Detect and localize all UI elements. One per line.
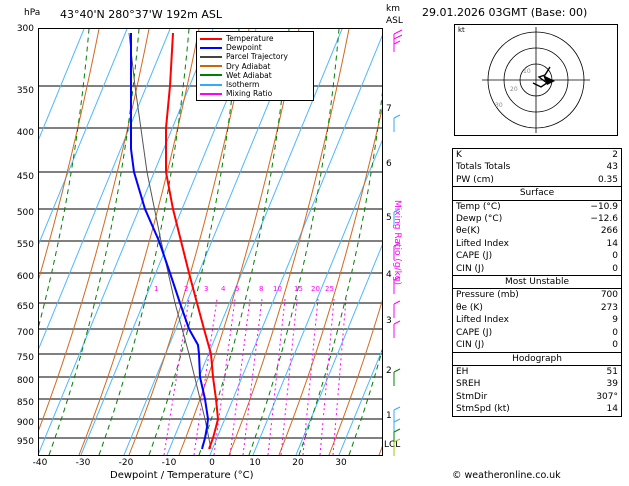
wind-barb-610mb [394, 277, 400, 294]
legend-item-mixing-ratio [200, 89, 310, 98]
table-row-label: EH [456, 366, 469, 377]
wind-barb-965mb [394, 439, 400, 456]
table-row-label: Totals Totals [456, 162, 511, 173]
legend-label-mixing-ratio: Mixing Ratio [226, 89, 273, 99]
table-row-label: Temp (°C) [456, 201, 501, 212]
table-section-header: Surface [453, 187, 621, 200]
table-row [453, 263, 621, 276]
legend-swatch-wet-adiabat [200, 74, 222, 76]
legend-label-dry-adiabat: Dry Adiabat [226, 61, 271, 71]
hodograph-ring-label-20: 20 [510, 86, 518, 93]
table-row [453, 302, 621, 314]
table-row [453, 289, 621, 302]
hodograph-ring-label-30: 30 [495, 102, 503, 109]
mixing-ratio-label-4: 4 [221, 285, 226, 293]
table-row-value: 0 [612, 251, 618, 262]
legend-item-wet-adiabat [200, 71, 310, 80]
table-row-label: θe (K) [456, 302, 483, 313]
table-row [453, 391, 621, 403]
x-tick-m10: -10 [161, 458, 177, 468]
y-tick-500: 500 [16, 208, 34, 218]
hodograph-unit-label: kt [458, 26, 465, 34]
mixing-ratio-axis-label: Mixing Ratio (g/kg) [392, 200, 402, 286]
table-row-label: StmSpd (kt) [456, 404, 510, 415]
table-row-label: Lifted Index [456, 238, 509, 249]
wind-barb-430mb [394, 115, 400, 132]
y-tick-900: 900 [16, 418, 34, 428]
table-row-value: 307° [596, 391, 618, 402]
table-row [453, 250, 621, 262]
wind-barb-800mb [394, 369, 400, 386]
x-tick-0: 0 [209, 458, 215, 468]
legend-item-isotherm [200, 80, 310, 89]
hodograph-ring-label-10: 10 [523, 68, 531, 75]
table-row [453, 161, 621, 173]
table-row-label: StmDir [456, 391, 488, 402]
asl-axis-label: ASL [386, 16, 403, 26]
y-tick-550: 550 [16, 240, 34, 250]
mixing-ratio-label-15: 15 [294, 285, 303, 293]
x-axis-title: Dewpoint / Temperature (°C) [110, 470, 254, 481]
mixing-ratio-label-10: 10 [273, 285, 282, 293]
km-axis-label: km [386, 4, 400, 14]
y-tick-800: 800 [16, 376, 34, 386]
x-tick-10: 10 [249, 458, 261, 468]
x-tick-20: 20 [292, 458, 304, 468]
y-tick-350: 350 [16, 86, 34, 96]
table-row-label: CIN (J) [456, 340, 485, 351]
legend-item-parcel [200, 52, 310, 61]
table-row [453, 225, 621, 237]
lcl-label: LCL [384, 440, 401, 450]
table-row [453, 365, 621, 378]
legend-label-wet-adiabat: Wet Adiabat [226, 70, 272, 80]
table-row-label: K [456, 150, 462, 160]
legend-label-dewpoint: Dewpoint [226, 43, 262, 53]
table-row [453, 213, 621, 225]
legend-label-parcel: Parcel Trajectory [226, 52, 288, 62]
km-tick-3: 3 [386, 316, 392, 326]
table-row-value: 700 [600, 290, 618, 301]
table-row [453, 339, 621, 352]
mixing-ratio-label-3: 3 [204, 285, 209, 293]
legend-label-isotherm: Isotherm [226, 80, 260, 90]
x-tick-m40: -40 [32, 458, 48, 468]
wind-barb-500mb [394, 209, 400, 226]
km-tick-4: 4 [386, 270, 392, 280]
mixing-ratio-label-2: 2 [184, 285, 189, 293]
x-tick-m30: -30 [75, 458, 91, 468]
station-title: 43°40'N 280°37'W 192m ASL [60, 8, 222, 21]
table-row-value: 39 [606, 379, 618, 390]
table-row [453, 238, 621, 250]
legend-item-dry-adiabat [200, 62, 310, 71]
y-tick-600: 600 [16, 272, 34, 282]
indices-table-body [453, 149, 621, 416]
km-tick-2: 2 [386, 366, 392, 376]
indices-table [452, 148, 622, 417]
x-tick-m20: -20 [118, 458, 134, 468]
legend-swatch-dry-adiabat [200, 65, 222, 67]
y-tick-850: 850 [16, 398, 34, 408]
y-tick-700: 700 [16, 328, 34, 338]
table-row-value: 0 [612, 340, 618, 351]
table-row-label: Lifted Index [456, 315, 509, 326]
wind-barb-700mb [394, 321, 400, 338]
table-row-label: Dewp (°C) [456, 214, 503, 225]
wind-barb-650mb [394, 301, 400, 318]
chart-legend [196, 31, 314, 101]
y-tick-300: 300 [16, 24, 34, 34]
table-row-value: 43 [606, 162, 618, 173]
km-tick-5: 5 [386, 213, 392, 223]
datetime-header: 29.01.2026 03GMT (Base: 00) [422, 6, 588, 19]
table-row [453, 314, 621, 326]
mixing-ratio-label-5: 5 [235, 285, 240, 293]
table-row [453, 352, 621, 365]
legend-label-temperature: Temperature [226, 34, 274, 43]
table-row-label: CIN (J) [456, 263, 485, 274]
table-row [453, 200, 621, 213]
table-row-label: PW (cm) [456, 174, 494, 185]
table-row [453, 174, 621, 187]
mixing-ratio-label-1: 1 [154, 285, 159, 293]
table-row-value: −12.6 [590, 214, 618, 225]
table-row [453, 403, 621, 415]
table-row-label: CAPE (J) [456, 251, 493, 262]
table-section-header: Hodograph [453, 352, 621, 365]
mixing-ratio-label-20: 20 [311, 285, 320, 293]
table-row-label: SREH [456, 379, 481, 390]
table-row-value: 0 [612, 327, 618, 338]
table-row-value: 273 [600, 302, 618, 313]
copyright-label: © weatheronline.co.uk [452, 470, 561, 481]
table-row-value: 0.35 [597, 174, 618, 185]
y-tick-450: 450 [16, 172, 34, 182]
y-tick-750: 750 [16, 353, 34, 363]
legend-swatch-dewpoint [200, 47, 222, 49]
legend-swatch-parcel [200, 56, 222, 58]
km-tick-7: 7 [386, 104, 392, 114]
legend-item-dewpoint [200, 43, 310, 52]
table-row [453, 378, 621, 390]
x-tick-30: 30 [335, 458, 347, 468]
y-tick-650: 650 [16, 302, 34, 312]
hodograph-svg [455, 25, 617, 135]
wind-barb-560mb [394, 243, 400, 260]
table-row-value: 9 [612, 315, 618, 326]
legend-swatch-temperature [200, 38, 222, 40]
wind-barb-310mb [394, 30, 402, 52]
wind-barb-930mb [394, 429, 400, 446]
table-row-value: 51 [606, 366, 618, 377]
table-row-value: −10.9 [590, 201, 618, 212]
table-row-label: θe(K) [456, 226, 480, 237]
wind-barb-905mb [394, 419, 400, 436]
table-row-value: 266 [600, 226, 618, 237]
table-row [453, 327, 621, 339]
y-tick-400: 400 [16, 128, 34, 138]
table-row-value: 14 [606, 238, 618, 249]
km-tick-6: 6 [386, 159, 392, 169]
table-row-value: 14 [606, 404, 618, 415]
mixing-ratio-label-8: 8 [259, 285, 264, 293]
table-section-header: Most Unstable [453, 276, 621, 289]
mixing-ratio-label-25: 25 [325, 285, 334, 293]
legend-item-temperature [200, 34, 310, 43]
km-tick-1: 1 [386, 411, 392, 421]
y-tick-950: 950 [16, 437, 34, 447]
pressure-unit-label: hPa [24, 8, 41, 18]
table-row [453, 149, 621, 161]
table-row-label: Pressure (mb) [456, 290, 519, 301]
legend-swatch-isotherm [200, 84, 222, 86]
table-row [453, 187, 621, 200]
table-row [453, 276, 621, 289]
hodograph-panel [454, 24, 618, 136]
right-panel [420, 0, 629, 486]
table-row-label: CAPE (J) [456, 327, 493, 338]
table-row-value: 0 [612, 263, 618, 274]
legend-swatch-mixing-ratio [200, 93, 222, 95]
wind-barb-column [384, 28, 418, 458]
table-row-value: 2 [612, 150, 618, 160]
